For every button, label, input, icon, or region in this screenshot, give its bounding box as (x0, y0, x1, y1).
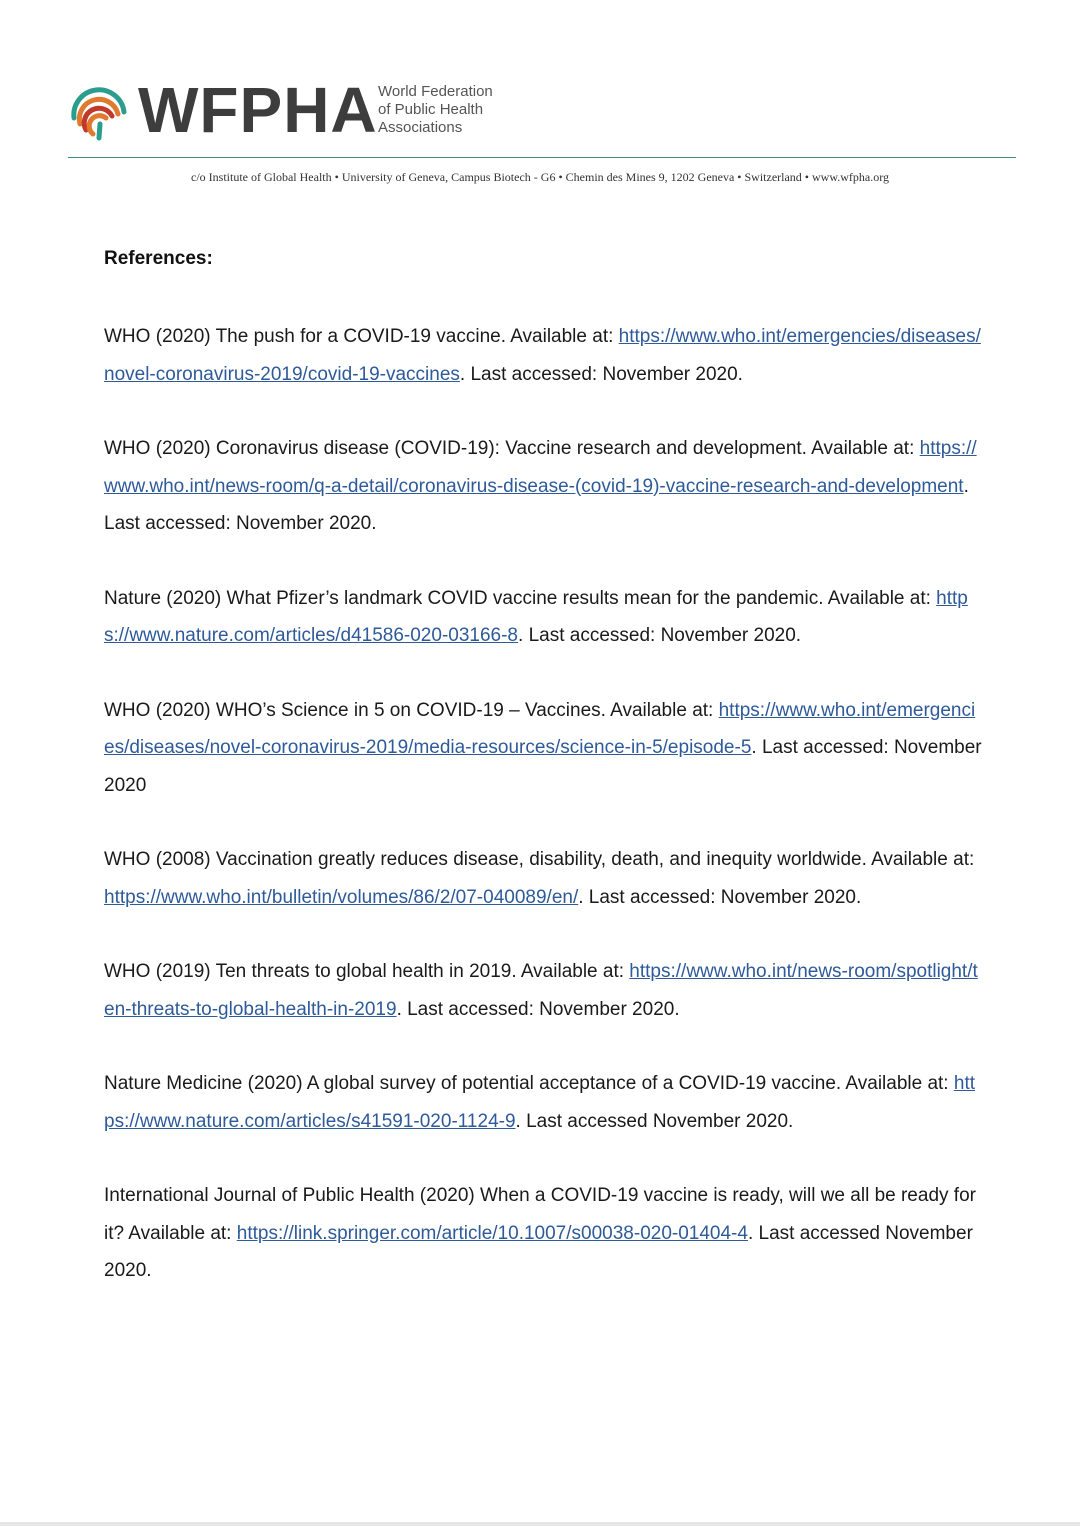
org-name-line: Associations (378, 119, 463, 136)
references-section (104, 244, 984, 1327)
reference-item (104, 692, 984, 805)
reference-link[interactable]: https://www.who.int/news-room/spotlight/ten-threats-to-global-health-in-2019 (104, 961, 978, 1020)
reference-item (104, 953, 984, 1028)
reference-item (104, 841, 984, 916)
fingerprint-logo-icon (66, 78, 132, 144)
logo-wordmark: WFPHA (138, 74, 378, 146)
reference-item (104, 1065, 984, 1140)
reference-accessed: . Last accessed November 2020. (515, 1110, 794, 1132)
reference-text: Nature (2020) What Pfizer’s landmark COVID vaccine results mean for the pandemic. Available at: (104, 587, 937, 609)
reference-link[interactable]: https://www.who.int/news-room/q-a-detail/coronavirus-disease-(covid-19)-vaccine-research-and-development (104, 438, 977, 497)
address-line: c/o Institute of Global Health • University of Geneva, Campus Biotech - G6 • Chemin des Mines 9, 1202 Geneva • Switzerland • www.wfpha.org (191, 170, 889, 184)
reference-item (104, 580, 984, 655)
reference-accessed: . Last accessed: November 2020. (396, 998, 680, 1020)
reference-text: Nature Medicine (2020) A global survey of potential acceptance of a COVID-19 vaccine. Available at: (104, 1073, 954, 1094)
reference-text: WHO (2020) The push for a COVID-19 vaccine. Available at: (104, 326, 619, 347)
reference-text: WHO (2019) Ten threats to global health in 2019. Available at: (104, 961, 630, 982)
reference-link[interactable]: https://www.who.int/bulletin/volumes/86/2/07-040089/en/ (104, 886, 579, 908)
reference-accessed: . Last accessed: November 2020. (459, 363, 743, 385)
reference-text: WHO (2020) Coronavirus disease (COVID-19): Vaccine research and development. Available at: (104, 438, 920, 459)
reference-item (104, 318, 984, 393)
reference-accessed: . Last accessed: November 2020. (578, 886, 862, 908)
header-divider (68, 157, 1016, 158)
reference-text: International Journal of Public Health (2020) When a COVID-19 vaccine is ready, will we all be ready for it? Available at: (104, 1185, 976, 1244)
reference-accessed: . Last accessed: November 2020. (518, 625, 802, 646)
references-heading: References: (104, 248, 213, 269)
reference-link[interactable]: https://www.who.int/emergencies/diseases/novel-coronavirus-2019/covid-19-vaccines (104, 326, 981, 385)
reference-accessed: . Last accessed: November 2020. (104, 475, 969, 534)
reference-link[interactable]: https://link.springer.com/article/10.1007/s00038-020-01404-4 (236, 1222, 748, 1244)
org-full-name (378, 83, 493, 137)
letterhead (0, 0, 1080, 200)
reference-link[interactable]: https://www.nature.com/articles/s41591-020-1124-9 (104, 1073, 975, 1132)
reference-accessed: . Last accessed November 2020. (104, 1222, 973, 1281)
reference-link[interactable]: https://www.nature.com/articles/d41586-020-03166-8 (104, 587, 968, 646)
reference-text: WHO (2020) WHO’s Science in 5 on COVID-19 – Vaccines. Available at: (104, 699, 719, 721)
page-bottom-edge (0, 1522, 1080, 1526)
reference-item (104, 430, 984, 543)
org-name-line: of Public Health (378, 101, 484, 118)
org-name-line: World Federation (378, 83, 493, 100)
reference-accessed: . Last accessed: November 2020 (104, 737, 982, 796)
reference-item (104, 1177, 984, 1290)
reference-link[interactable]: https://www.who.int/emergencies/diseases/novel-coronavirus-2019/media-resources/science-in-5/episode-5 (104, 699, 976, 758)
reference-text: WHO (2008) Vaccination greatly reduces disease, disability, death, and inequity worldwide. Available at: (104, 849, 975, 870)
